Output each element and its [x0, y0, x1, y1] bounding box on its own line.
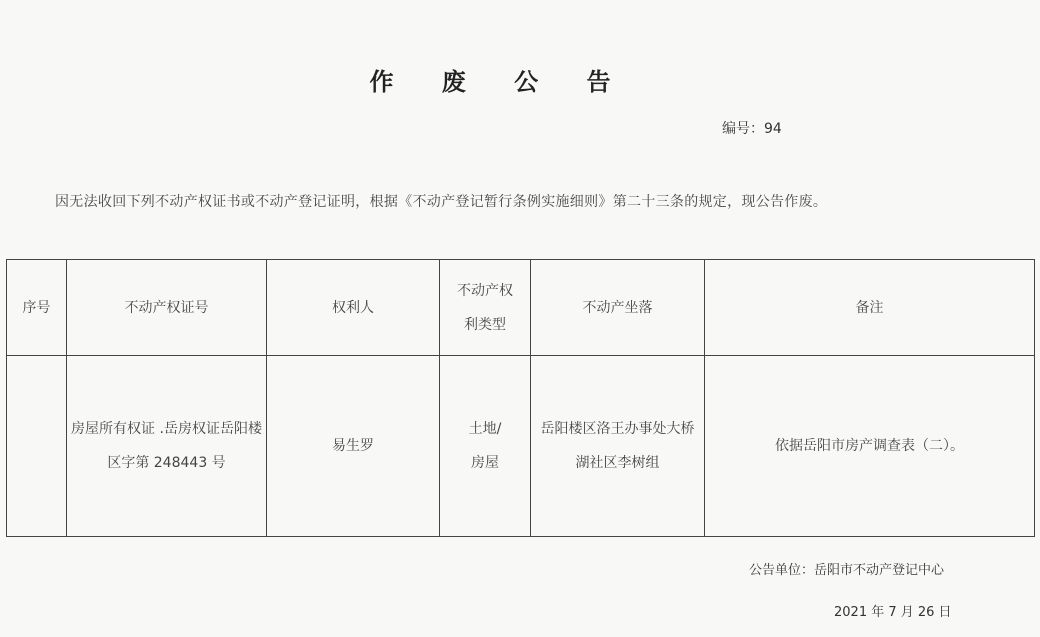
issue-date: 2021 年 7 月 26 日	[834, 605, 952, 620]
intro-paragraph: 因无法收回下列不动产权证书或不动产登记证明，根据《不动产登记暂行条例实施细则》第二十三条的规定，现公告作废。	[55, 194, 828, 210]
document-number: 编号：94	[722, 121, 782, 137]
cell-right-type-line1: 土地/	[468, 421, 502, 437]
header-right-type	[440, 260, 531, 356]
cell-location-line1: 岳阳楼区洛王办事处大桥	[540, 421, 695, 437]
header-holder: 权利人	[267, 260, 440, 356]
cell-seq	[7, 356, 67, 537]
issuing-unit: 公告单位：岳阳市不动产登记中心	[749, 563, 945, 578]
cell-cert-no-line1: 房屋所有权证 .岳房权证岳阳楼	[71, 421, 262, 437]
cell-cert-no-line2: 区字第 248443 号	[107, 455, 226, 471]
header-right-type-line2: 利类型	[464, 316, 506, 333]
cell-holder: 易生罗	[267, 356, 440, 537]
table-row	[7, 356, 1035, 537]
header-seq: 序号	[7, 260, 67, 356]
cell-location	[531, 356, 705, 537]
header-right-type-line1: 不动产权	[457, 282, 513, 299]
cell-cert-no	[67, 356, 267, 537]
page-title: 作 废 公 告	[369, 68, 631, 96]
cell-right-type	[440, 356, 531, 537]
void-notice-table	[6, 259, 1035, 537]
header-cert-no: 不动产权证号	[67, 260, 267, 356]
cell-location-line2: 湖社区李树组	[575, 455, 660, 471]
cell-right-type-line2: 房屋	[471, 455, 499, 471]
header-location: 不动产坐落	[531, 260, 705, 356]
cell-remark: 依据岳阳市房产调查表（二）。	[705, 356, 1035, 537]
table-header-row	[7, 260, 1035, 356]
header-remark: 备注	[705, 260, 1035, 356]
